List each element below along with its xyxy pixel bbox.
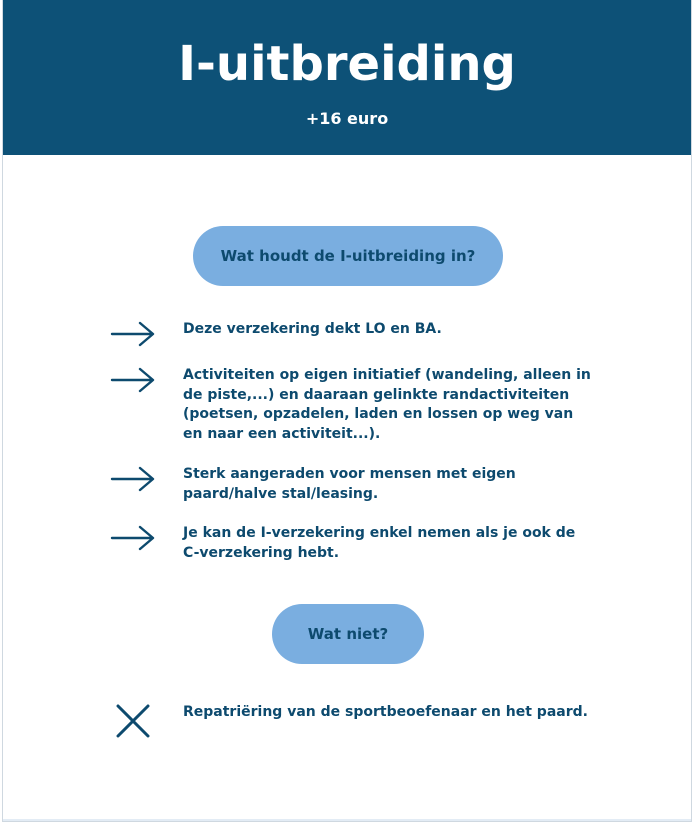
excluded-heading-pill: Wat niet? — [272, 604, 424, 664]
close-icon — [115, 703, 151, 739]
divider — [3, 819, 691, 821]
included-item-text: Sterk aangeraden voor mensen met eigen paard/halve stal/leasing. — [183, 466, 516, 502]
arrow-right-icon — [109, 465, 157, 493]
included-item-text: Je kan de I-verzekering enkel nemen als je ook de C-verzekering hebt. — [183, 525, 576, 561]
included-item-text: Activiteiten op eigen initiatief (wandeling, alleen in de piste,...) en daaraan gelinkte randactiviteiten (poetsen, opzadelen, laden en lossen op weg van en naar een activiteit...). — [183, 367, 591, 442]
price-label: +16 euro — [305, 109, 389, 128]
arrow-right-icon — [109, 366, 157, 394]
included-heading-pill: Wat houdt de I-uitbreiding in? — [193, 226, 503, 286]
included-item-text: Deze verzekering dekt LO en BA. — [183, 321, 442, 337]
excluded-item-text: Repatriëring van de sportbeoefenaar en het paard. — [183, 704, 588, 720]
arrow-right-icon — [109, 320, 157, 348]
page-title: I-uitbreiding — [178, 36, 516, 92]
arrow-right-icon — [109, 524, 157, 552]
insurance-card — [2, 0, 692, 822]
header — [3, 0, 691, 155]
